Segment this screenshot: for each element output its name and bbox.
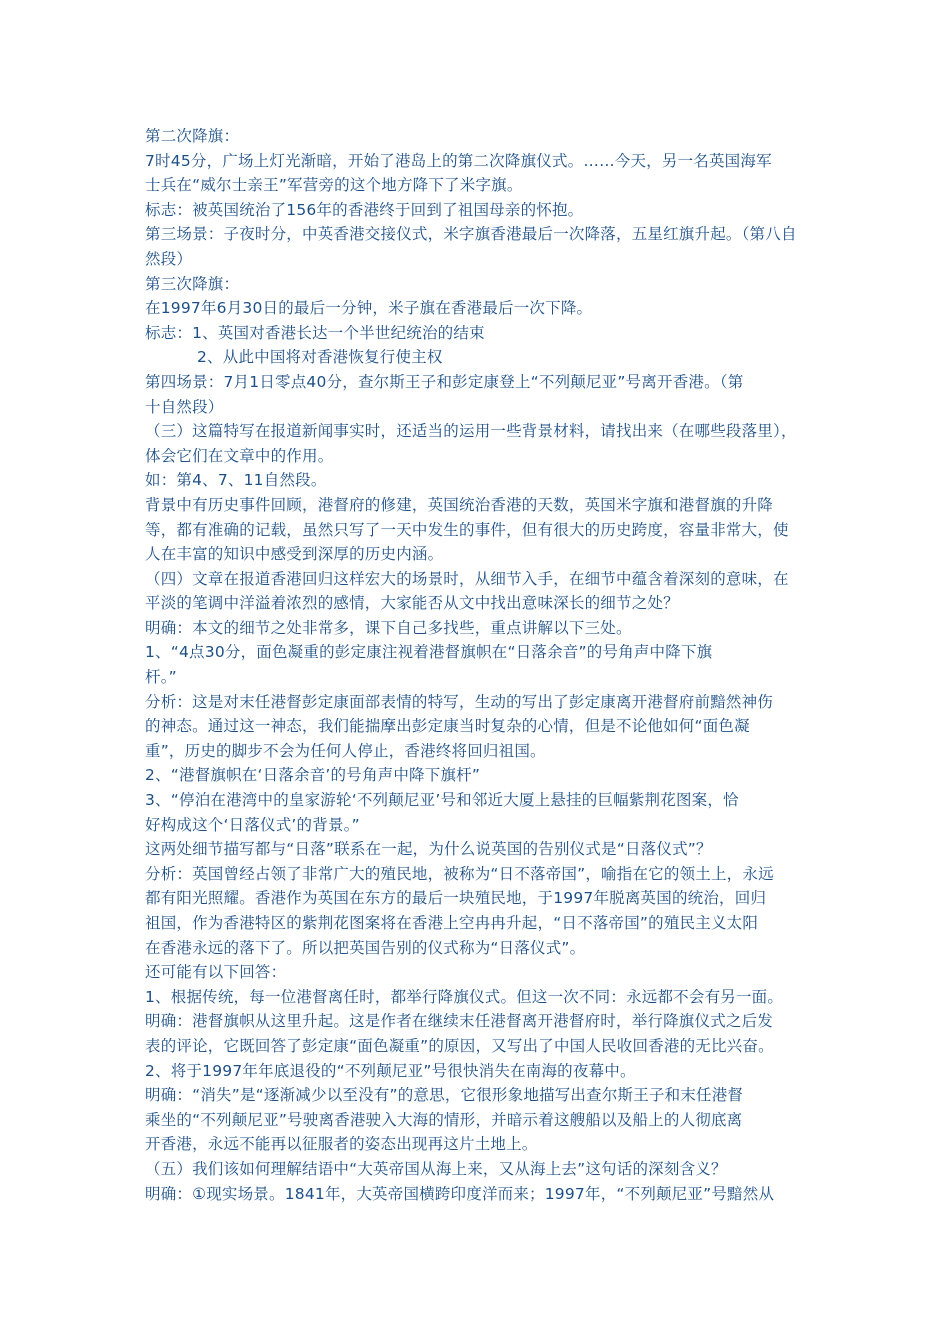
text-line: 好构成这个‘日落仪式’的背景。” [145, 815, 360, 834]
text-line: 2、将于1997年年底退役的“不列颠尼亚”号很快消失在南海的夜幕中。 [145, 1061, 636, 1080]
text-line: 背景中有历史事件回顾，港督府的修建，英国统治香港的天数，英国米字旗和港督旗的升降 [145, 495, 774, 514]
text-line: 1、“4点30分，面色凝重的彭定康注视着港督旗帜在“日落余音”的号角声中降下旗 [145, 643, 713, 662]
text-line: 士兵在“威尔士亲王”军营旁的这个地方降下了米字旗。 [145, 176, 523, 195]
document-body [145, 124, 815, 1206]
text-line: 等，都有准确的记载，虽然只写了一天中发生的事件，但有很大的历史跨度，容量非常大，使 [145, 520, 789, 539]
text-line: 然段） [145, 249, 193, 268]
text-line: 明确：港督旗帜从这里升起。这是作者在继续末任港督离开港督府时，举行降旗仪式之后发 [145, 1012, 774, 1031]
text-line: 乘坐的“不列颠尼亚”号驶离香港驶入大海的情形，并暗示着这艘船以及船上的人彻底离 [145, 1110, 743, 1129]
text-line: 1、根据传统，每一位港督离任时，都举行降旗仪式。但这一次不同：永远都不会有另一面。 [145, 987, 784, 1006]
text-line: （三）这篇特写在报道新闻事实时，还适当的运用一些背景材料，请找出来（在哪些段落里）， [145, 422, 797, 441]
text-line: 开香港，永远不能再以征服者的姿态出现再这片土地上。 [145, 1135, 538, 1154]
text-line: 重”，历史的脚步不会为任何人停止，香港终将回归祖国。 [145, 741, 546, 760]
text-line: 明确：本文的细节之处非常多，课下自己多找些，重点讲解以下三处。 [145, 618, 632, 637]
text-line: 第三次降旗： [145, 274, 240, 293]
text-line: （五）我们该如何理解结语中“大英帝国从海上来，又从海上去”这句话的深刻含义？ [145, 1159, 727, 1178]
text-line: 第二次降旗： [145, 127, 240, 145]
text-line: 2、“港督旗帜在‘日落余音’的号角声中降下旗杆” [145, 766, 481, 785]
text-line: 表的评论，它既回答了彭定康“面色凝重”的原因，又写出了中国人民收回香港的无比兴奋。 [145, 1036, 774, 1055]
text-line: 杆。” [145, 668, 177, 687]
text-line: 祖国，作为香港特区的紫荆花图案将在香港上空冉冉升起，“日不落帝国”的殖民主义太阳 [145, 914, 759, 932]
text-line: 第四场景：7月1日零点40分，查尔斯王子和彭定康登上“不列颠尼亚”号离开香港。（第 [145, 372, 744, 391]
text-line: 体会它们在文章中的作用。 [145, 446, 334, 465]
text-line: 标志：1、英国对香港长达一个半世纪统治的结束 [145, 323, 485, 342]
text-line: 人在丰富的知识中感受到深厚的历史内涵。 [145, 545, 444, 564]
text-line: 明确：①现实场景。1841年，大英帝国横跨印度洋而来；1997年，“不列颠尼亚”号黯然从 [145, 1184, 775, 1203]
text-line: 的神态。通过这一神态，我们能揣摩出彭定康当时复杂的心情，但是不论他如何“面色凝 [145, 717, 750, 736]
text-line: 7时45分，广场上灯光渐暗，开始了港岛上的第二次降旗仪式。……今天，另一名英国海军 [145, 151, 772, 170]
text-line: 都有阳光照耀。香港作为英国在东方的最后一块殖民地，于1997年脱离英国的统治，回归 [145, 889, 767, 908]
text-line: 如：第4、7、11自然段。 [145, 471, 327, 490]
text-line: 分析：这是对末任港督彭定康面部表情的特写，生动的写出了彭定康离开港督府前黯然神伤 [145, 692, 774, 711]
text-line: 还可能有以下回答： [145, 963, 287, 982]
text-line: （四）文章在报道香港回归这样宏大的场景时，从细节入手，在细节中蕴含着深刻的意味，在 [145, 569, 789, 588]
text-line: 平淡的笔调中洋溢着浓烈的感情，大家能否从文中找出意味深长的细节之处？ [145, 594, 679, 613]
text-line: 第三场景：子夜时分，中英香港交接仪式，米字旗香港最后一次降落，五星红旗升起。（第八自 [145, 225, 797, 244]
text-line: 这两处细节描写都与“日落”联系在一起，为什么说英国的告别仪式是“日落仪式”？ [145, 840, 712, 859]
text-line-indented: 2、从此中国将对香港恢复行使主权 [197, 348, 443, 367]
text-line: 在香港永远的落下了。所以把英国告别的仪式称为“日落仪式”。 [145, 938, 586, 957]
text-line: 明确：“消失”是“逐渐减少以至没有”的意思，它很形象地描写出查尔斯王子和末任港督 [145, 1086, 744, 1105]
text-line: 分析：英国曾经占领了非常广大的殖民地，被称为“日不落帝国”，喻指在它的领土上，永远 [145, 864, 774, 883]
text-line: 标志：被英国统治了156年的香港终于回到了祖国母亲的怀抱。 [145, 200, 584, 219]
text-line: 3、“停泊在港湾中的皇家游轮‘不列颠尼亚’号和邻近大厦上悬挂的巨幅紫荆花图案，恰 [145, 791, 739, 810]
text-line: 十自然段） [145, 397, 224, 416]
text-line: 在1997年6月30日的最后一分钟，米子旗在香港最后一次下降。 [145, 299, 593, 318]
